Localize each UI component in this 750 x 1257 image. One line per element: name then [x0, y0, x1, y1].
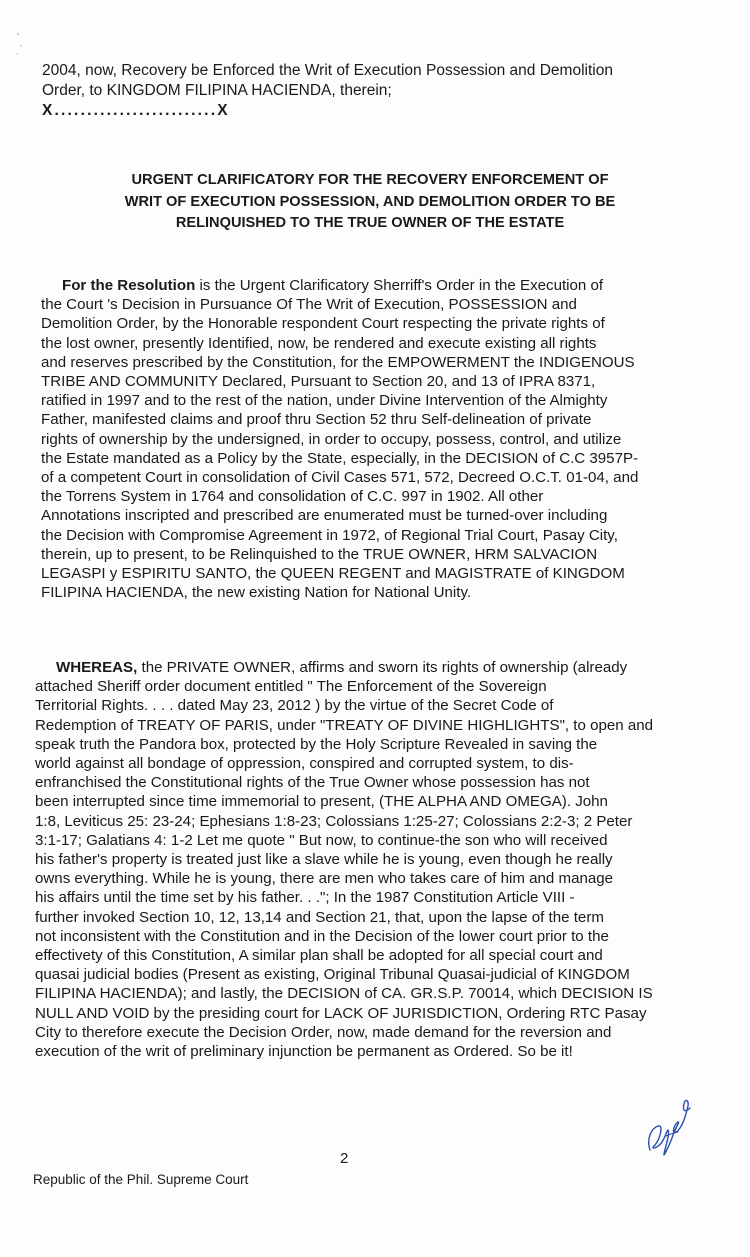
- paragraph-line: FILIPINA HACIENDA); and lastly, the DECISION of CA. GR.S.P. 70014, which DECISION IS: [35, 985, 653, 1003]
- paragraph-line: further invoked Section 10, 12, 13,14 and Section 21, that, upon the lapse of the term: [35, 908, 604, 926]
- paragraph-line: the lost owner, presently Identified, now, be rendered and execute existing all rights: [41, 334, 597, 352]
- paragraph-line: quasai judicial bodies (Present as existing, Original Tribunal Quasai-judicial of KINGDOM: [35, 966, 630, 984]
- paragraph-line: enfranchised the Constitutional rights of the True Owner whose possession has not: [35, 774, 590, 792]
- paragraph-text: is the Urgent Clarificatory Sherriff's Order in the Execution of: [195, 277, 604, 294]
- paragraph-line: Territorial Rights. . . . dated May 23, 2012 ) by the virtue of the Secret Code of: [35, 697, 554, 715]
- paragraph-line: the Torrens System in 1764 and consolidation of C.C. 997 in 1902. All other: [41, 488, 544, 506]
- intro-line: 2004, now, Recovery be Enforced the Writ of Execution Possession and Demolition: [42, 62, 613, 79]
- paragraph-lead: For the Resolution: [61, 277, 196, 294]
- paragraph-line: world against all bondage of oppression, conspired and corrupted system, to dis-: [35, 755, 574, 773]
- whereas-paragraph: [35, 658, 699, 1061]
- paragraph-line: attached Sheriff order document entitled " The Enforcement of the Sovereign: [35, 678, 547, 696]
- paragraph-line: of a competent Court in consolidation of Civil Cases 571, 572, Decreed O.C.T. 01-04, and: [41, 469, 639, 487]
- scan-specks: [14, 28, 24, 58]
- paragraph-line: therein, up to present, to be Relinquished to the TRUE OWNER, HRM SALVACION: [41, 545, 598, 563]
- paragraph-line: the Estate mandated as a Policy by the State, especially, in the DECISION of C.C 3957P-: [41, 449, 639, 467]
- page-number: 2: [340, 1150, 349, 1167]
- paragraph-line: owns everything. While he is young, there are men who takes care of him and manage: [35, 870, 614, 888]
- heading-line: URGENT CLARIFICATORY FOR THE RECOVERY ENFORCEMENT OF: [131, 172, 609, 188]
- paragraph-line: the Court 's Decision in Pursuance Of The Writ of Execution, POSSESSION and: [41, 296, 577, 314]
- paragraph-line: [35, 658, 699, 677]
- heading-line: RELINQUISHED TO THE TRUE OWNER OF THE ESTATE: [175, 215, 565, 231]
- paragraph-line: speak truth the Pandora box, protected by the Holy Scripture Revealed in saving the: [35, 735, 598, 753]
- footer-text: Republic of the Phil. Supreme Court: [33, 1172, 249, 1187]
- paragraph-line: FILIPINA HACIENDA, the new existing Nation for National Unity.: [41, 584, 472, 602]
- paragraph-line: his father's property is treated just like a slave while he is young, even though he really: [35, 851, 613, 869]
- paragraph-line: the Decision with Compromise Agreement in 1972, of Regional Trial Court, Pasay City,: [41, 526, 618, 544]
- paragraph-line: TRIBE AND COMMUNITY Declared, Pursuant to Section 20, and 13 of IPRA 8371,: [41, 373, 596, 391]
- paragraph-line: Father, manifested claims and proof thru Section 52 thru Self-delineation of private: [41, 411, 592, 429]
- intro-line: Order, to KINGDOM FILIPINA HACIENDA, therein;: [42, 82, 392, 99]
- paragraph-line: 3:1-17; Galatians 4: 1-2 Let me quote " But now, to continue-the son who will received: [35, 831, 608, 849]
- paragraph-line: not inconsistent with the Constitution and in the Decision of the lower court prior to the: [35, 927, 609, 945]
- paragraph-line: and reserves prescribed by the Constitution, for the EMPOWERMENT the INDIGENOUS: [41, 353, 635, 371]
- heading-line: WRIT OF EXECUTION POSSESSION, AND DEMOLITION ORDER TO BE: [124, 193, 616, 210]
- paragraph-text: the PRIVATE OWNER, affirms and sworn its rights of ownership (already: [137, 659, 628, 676]
- paragraph-line: City to therefore execute the Decision Order, now, made demand for the reversion and: [35, 1023, 612, 1041]
- handwritten-signature: [636, 1088, 696, 1158]
- intro-continuation: [42, 61, 682, 101]
- paragraph-line: LEGASPI y ESPIRITU SANTO, the QUEEN REGENT and MAGISTRATE of KINGDOM: [41, 565, 625, 583]
- paragraph-line: Demolition Order, by the Honorable respondent Court respecting the private rights of: [41, 315, 605, 333]
- separator-line: X.........................X: [42, 102, 230, 119]
- resolution-paragraph: [41, 276, 691, 602]
- paragraph-line: 1:8, Leviticus 25: 23-24; Ephesians 1:8-23; Colossians 1:25-27; Colossians 2:2-3; 2 Peter: [35, 812, 633, 830]
- paragraph-line: [41, 276, 691, 295]
- paragraph-line: NULL AND VOID by the presiding court for LACK OF JURISDICTION, Ordering RTC Pasay: [35, 1004, 647, 1022]
- paragraph-line: his affairs until the time set by his father. . ."; In the 1987 Constitution Article VIII -: [35, 889, 575, 907]
- paragraph-line: execution of the writ of preliminary injunction be permanent as Ordered. So be it!: [35, 1043, 573, 1061]
- paragraph-line: Redemption of TREATY OF PARIS, under "TREATY OF DIVINE HIGHLIGHTS", to open and: [35, 716, 654, 734]
- document-heading: [70, 170, 670, 235]
- paragraph-line: ratified in 1997 and to the rest of the nation, under Divine Intervention of the Almighty: [41, 392, 608, 410]
- paragraph-line: Annotations inscripted and prescribed are enumerated must be turned-over including: [41, 507, 608, 525]
- paragraph-line: rights of ownership by the undersigned, in order to occupy, possess, control, and utilize: [41, 430, 622, 448]
- paragraph-lead: WHEREAS,: [55, 659, 138, 676]
- paragraph-line: effectivety of this Constitution, A similar plan shall be adopted for all special court and: [35, 947, 603, 965]
- paragraph-line: been interrupted since time immemorial to present, (THE ALPHA AND OMEGA). John: [35, 793, 608, 811]
